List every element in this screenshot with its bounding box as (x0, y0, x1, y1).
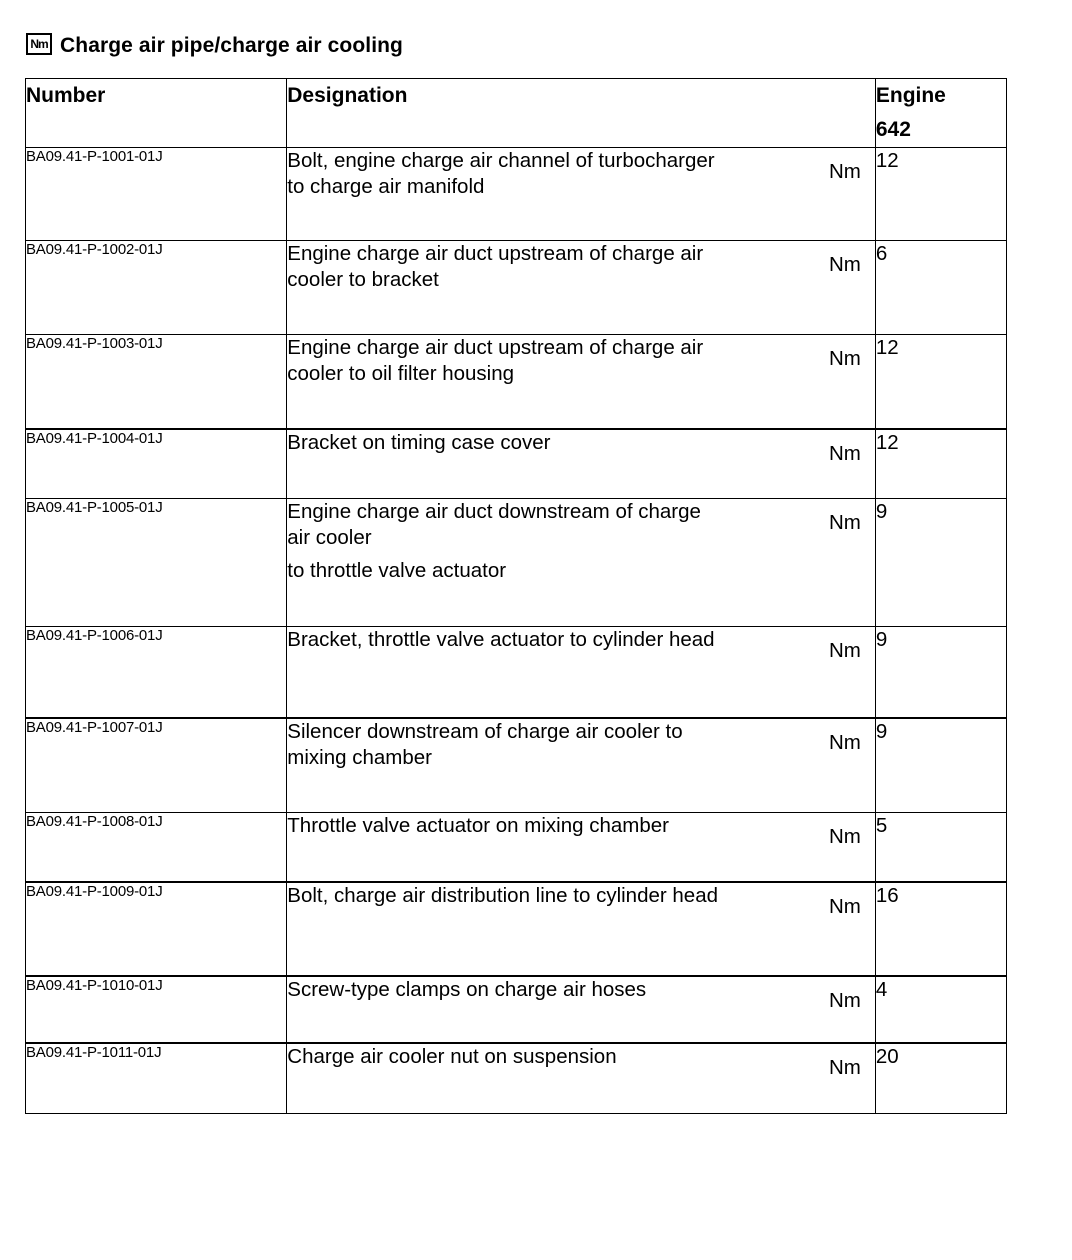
unit-label: Nm (828, 988, 861, 1012)
designation-text (287, 813, 727, 839)
unit-label: Nm (828, 1055, 861, 1079)
cell-number: BA09.41-P-1004-01J (26, 429, 287, 499)
header-engine-label: Engine (875, 84, 946, 107)
unit-label: Nm (828, 253, 861, 276)
designation-main: Engine charge air duct upstream of charge air cooler to bracket (287, 242, 704, 291)
document-title-row (26, 32, 403, 60)
table-row (26, 1043, 1007, 1114)
cell-torque-value: 4 (875, 976, 1006, 1043)
cell-torque-value: 12 (875, 335, 1006, 429)
table-row (26, 148, 1007, 241)
table-row (26, 813, 1007, 882)
designation-main: Silencer downstream of charge air cooler to mixing chamber (287, 719, 683, 769)
torque-nm-icon: Nm (26, 33, 52, 55)
cell-designation (287, 976, 876, 1043)
table-row (26, 241, 1007, 335)
designation-text (287, 148, 727, 200)
header-engine (875, 79, 1006, 148)
cell-torque-value: 5 (875, 813, 1006, 882)
designation-main: Bracket, throttle valve actuator to cylinder head (287, 628, 715, 651)
cell-number: BA09.41-P-1007-01J (26, 718, 287, 813)
table-row (26, 976, 1007, 1043)
header-number: Number (26, 79, 287, 148)
designation-main: Engine charge air duct upstream of charge air cooler to oil filter housing (287, 336, 704, 385)
table-row (26, 882, 1007, 976)
cell-number: BA09.41-P-1008-01J (26, 813, 287, 882)
designation-text (287, 499, 727, 584)
cell-designation (287, 335, 876, 429)
table-header-row (26, 79, 1007, 148)
unit-label: Nm (828, 825, 861, 848)
designation-text (287, 627, 727, 653)
cell-torque-value: 12 (875, 429, 1006, 499)
cell-designation (287, 813, 876, 882)
cell-torque-value: 9 (875, 627, 1006, 718)
cell-number: BA09.41-P-1002-01J (26, 241, 287, 335)
designation-extra: to throttle valve actuator (287, 559, 507, 582)
cell-torque-value: 9 (875, 718, 1006, 813)
unit-label: Nm (828, 730, 861, 754)
designation-main: Engine charge air duct downstream of charge air cooler (287, 500, 701, 549)
cell-designation (287, 148, 876, 241)
cell-designation (287, 499, 876, 627)
designation-main: Bolt, charge air distribution line to cylinder head (287, 883, 719, 907)
cell-number: BA09.41-P-1006-01J (26, 627, 287, 718)
designation-text (287, 241, 727, 293)
unit-label: Nm (828, 347, 861, 370)
designation-text (287, 719, 727, 771)
designation-main: Throttle valve actuator on mixing chamber (287, 814, 669, 837)
cell-designation (287, 1043, 876, 1114)
cell-number: BA09.41-P-1011-01J (26, 1043, 287, 1114)
designation-text (287, 1044, 727, 1070)
cell-designation (287, 882, 876, 976)
table-body (26, 148, 1007, 1114)
designation-main: Screw-type clamps on charge air hoses (287, 977, 647, 1001)
cell-torque-value: 20 (875, 1043, 1006, 1114)
header-designation: Designation (287, 79, 876, 148)
unit-label: Nm (828, 894, 861, 918)
cell-designation (287, 718, 876, 813)
unit-label: Nm (828, 160, 861, 183)
cell-number: BA09.41-P-1003-01J (26, 335, 287, 429)
table-row (26, 718, 1007, 813)
unit-label: Nm (828, 639, 861, 662)
designation-main: Bracket on timing case cover (287, 430, 551, 454)
designation-text (287, 430, 727, 456)
cell-number: BA09.41-P-1010-01J (26, 976, 287, 1043)
document-title: Charge air pipe/charge air cooling (60, 34, 403, 57)
table-row (26, 429, 1007, 499)
cell-number: BA09.41-P-1005-01J (26, 499, 287, 627)
header-engine-value: 642 (875, 118, 911, 141)
cell-number: BA09.41-P-1001-01J (26, 148, 287, 241)
cell-torque-value: 6 (875, 241, 1006, 335)
designation-main: Bolt, engine charge air channel of turbocharger to charge air manifold (287, 149, 715, 198)
designation-text (287, 977, 727, 1003)
cell-torque-value: 16 (875, 882, 1006, 976)
designation-main: Charge air cooler nut on suspension (287, 1044, 617, 1068)
cell-designation (287, 627, 876, 718)
cell-designation (287, 429, 876, 499)
torque-spec-table (25, 78, 1007, 1114)
cell-torque-value: 9 (875, 499, 1006, 627)
table-row (26, 335, 1007, 429)
cell-number: BA09.41-P-1009-01J (26, 882, 287, 976)
cell-torque-value: 12 (875, 148, 1006, 241)
cell-designation (287, 241, 876, 335)
unit-label: Nm (828, 441, 861, 465)
table-row (26, 499, 1007, 627)
table-row (26, 627, 1007, 718)
designation-text (287, 335, 727, 387)
designation-text (287, 883, 727, 909)
unit-label: Nm (828, 511, 861, 534)
